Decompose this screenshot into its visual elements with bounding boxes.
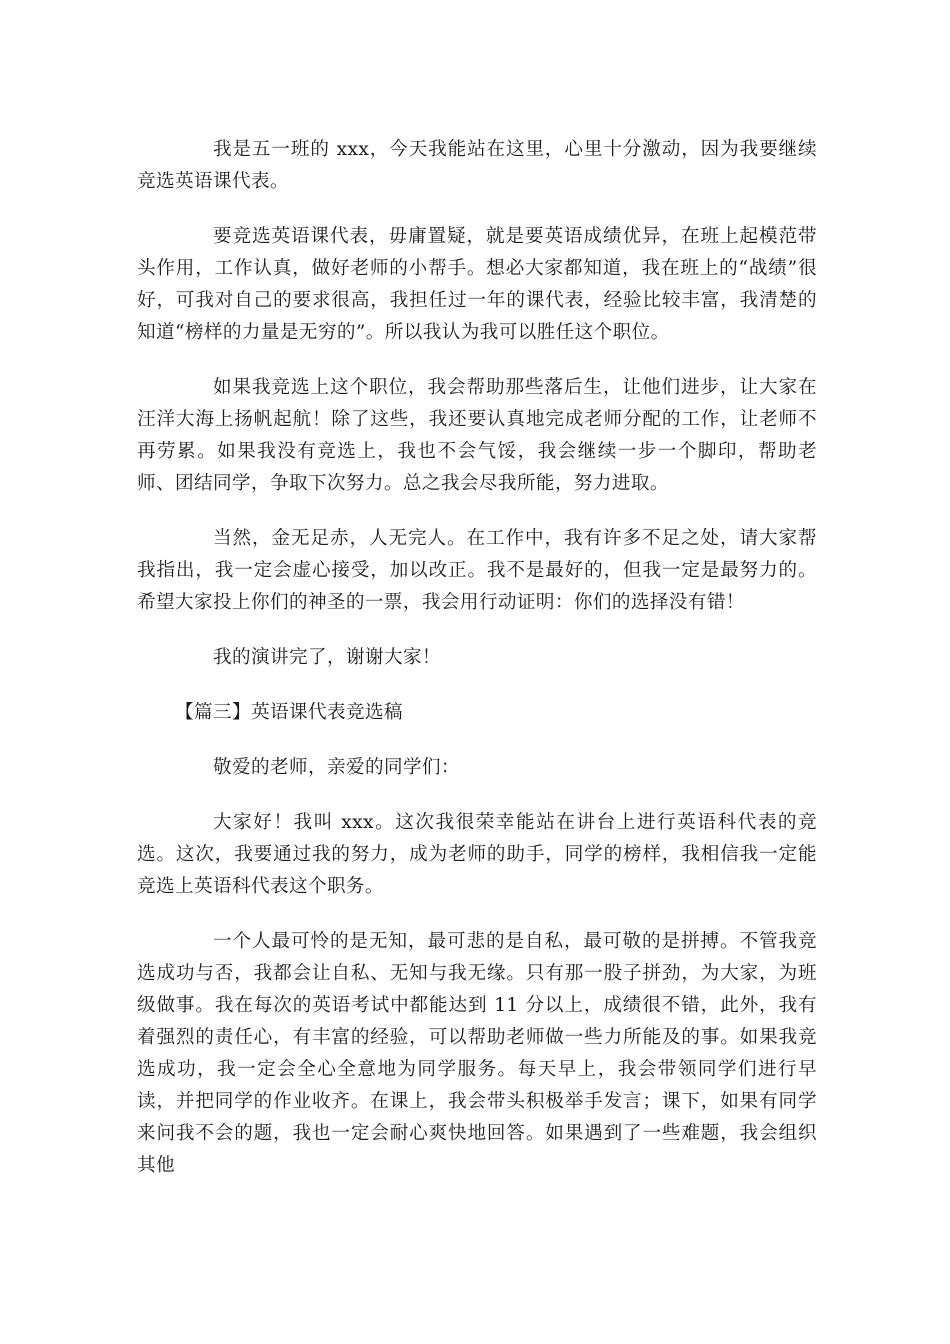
document-body bbox=[137, 134, 817, 1182]
paragraph-intro: 我是五一班的 xxx，今天我能站在这里，心里十分激动，因为我要继续竞选英语课代表。 bbox=[137, 139, 817, 192]
section-heading: 【篇三】英语课代表竞选稿 bbox=[175, 702, 403, 723]
paragraph-humility: 当然，金无足赤，人无完人。在工作中，我有许多不足之处，请大家帮我指出，我一定会虚心接受，加以改正。我不是最好的，但我一定是最努力的。希望大家投上你们的神圣的一票，我会用行动证明：你们的选择没有错！ bbox=[137, 528, 817, 613]
paragraph-plans: 如果我竞选上这个职位，我会帮助那些落后生，让他们进步，让大家在汪洋大海上扬帆起航！除了这些，我还要认真地完成老师分配的工作，让老师不再劳累。如果我没有竞选上，我也不会气馁，我会继续一步一个脚印，帮助老师、团结同学，争取下次努力。总之我会尽我所能，努力进取。 bbox=[137, 377, 817, 494]
paragraph-closing: 我的演讲完了，谢谢大家！ bbox=[213, 647, 441, 668]
paragraph-commitment: 一个人最可怜的是无知，最可悲的是自私，最可敬的是拼搏。不管我竞选成功与否，我都会让自私、无知与我无缘。只有那一股子拼劲，为大家，为班级做事。我在每次的英语考试中都能达到 11 分以上，成绩很不错，此外，我有着强烈的责任心，有丰富的经验，可以帮助老师做一些力所能及的事。如果我竞选成功，我一定会全心全意地为同学服务。每天早上，我会带领同学们进行早读，并把同学的作业收齐。在课上，我会带头积极举手发言；课下，如果有同学来问我不会的题，我也一定会耐心爽快地回答。如果遇到了一些难题，我会组织其他 bbox=[137, 931, 817, 1176]
salutation: 敬爱的老师，亲爱的同学们： bbox=[213, 757, 460, 778]
paragraph-qualifications: 要竞选英语课代表，毋庸置疑，就是要英语成绩优异，在班上起模范带头作用，工作认真，做好老师的小帮手。想必大家都知道，我在班上的“战绩”很好，可我对自己的要求很高，我担任过一年的课代表，经验比较丰富，我清楚的知道“榜样的力量是无穷的”。所以我认为我可以胜任这个职位。 bbox=[137, 226, 817, 343]
paragraph-greeting: 大家好！我叫 xxx。这次我很荣幸能站在讲台上进行英语科代表的竞选。这次，我要通过我的努力，成为老师的助手，同学的榜样，我相信我一定能竞选上英语科代表这个职务。 bbox=[137, 812, 817, 897]
